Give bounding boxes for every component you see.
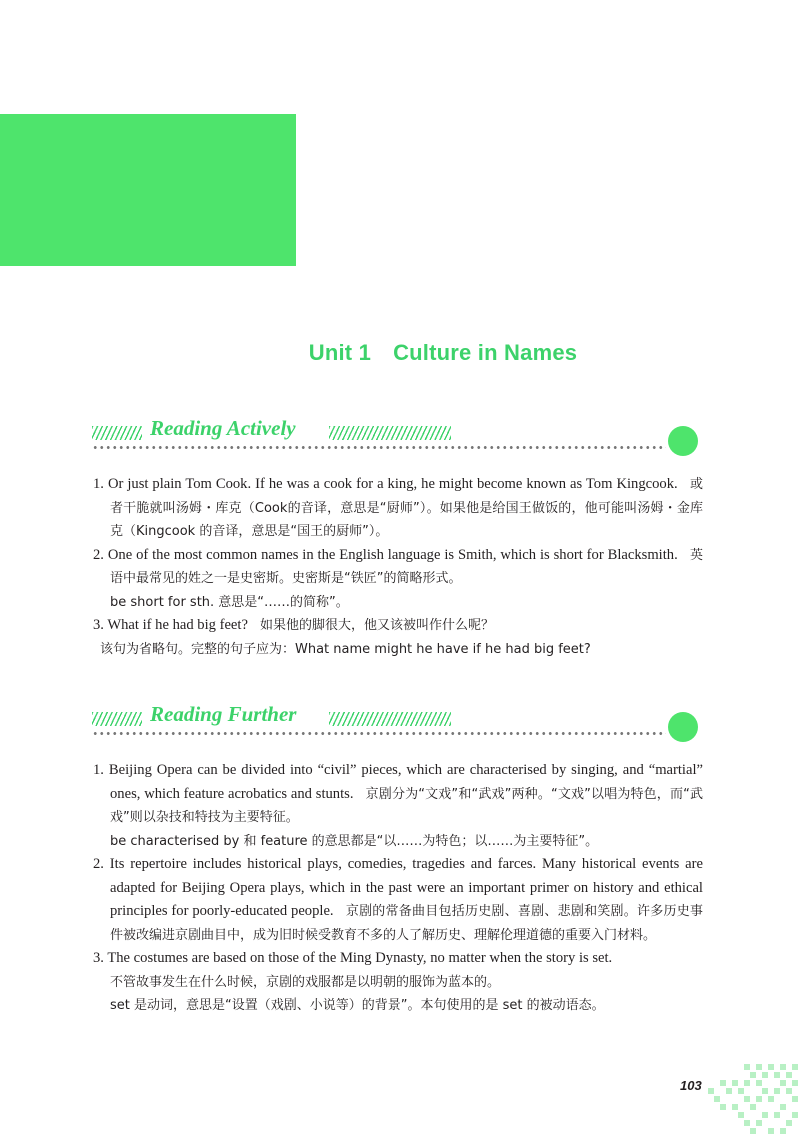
list-item: 2. Its repertoire includes historical plays, comedies, tragedies and farces. Many historical events are adapted for Beijing Opera plays, which in the past were an important primer on history and ethical principles for poorly-educated people. 京剧的常备曲目包括历史剧、喜剧、悲剧和笑剧。许多历史事件被改编进京剧曲目中，成为旧时候受教育不多的人了解历史、理解伦理道德的重要入门材料。 — [93, 856, 703, 943]
dotted-divider — [92, 731, 666, 736]
english-sentence: One of the most common names in the English language is Smith, which is short for Blacksmith. — [107, 546, 678, 563]
usage-note: 该句为省略句。完整的句子应为：What name might he have if he had big feet? — [100, 641, 591, 657]
unit-title — [43, 340, 800, 366]
decorative-green-block — [0, 114, 296, 266]
english-sentence: Its repertoire includes historical plays, comedies, tragedies and farces. Many historical events are adapted for Beijing Opera plays, which in the past were an important primer on history and ethical principles for poorly-educated people. — [109, 856, 703, 919]
green-circle-icon — [668, 426, 698, 456]
english-sentence: Beijing Opera can be divided into “civil” pieces, which are characterised by singing, and “martial” ones, which feature acrobatics and stunts. — [108, 762, 703, 802]
section-header-reading-further — [92, 700, 708, 740]
hatch-decoration — [329, 426, 451, 440]
hatch-decoration — [92, 712, 142, 726]
chinese-translation: 英语中最常见的姓之一是史密斯。史密斯是“铁匠”的简略形式。 — [110, 547, 703, 586]
chinese-translation: 京剧分为“文戏”和“武戏”两种。“文戏”以唱为特色，而“武戏”则以杂技和特技为主要特征。 — [110, 786, 703, 825]
list-item: 1. Beijing Opera can be divided into “civil” pieces, which are characterised by singing, and “martial” ones, which feature acrobatics and stunts. 京剧分为“文戏”和“武戏”两种。“文戏”以唱为特色，而“武戏”则以杂技和特技为主要特征。 — [93, 762, 703, 825]
reading-actively-notes — [93, 473, 703, 661]
unit-number: Unit 1 — [308, 340, 372, 365]
section-header-reading-actively — [92, 414, 708, 454]
usage-note: set 是动词，意思是“设置（戏剧、小说等）的背景”。本句使用的是 set 的被动语态。 — [110, 998, 605, 1013]
chinese-translation: 或者干脆就叫汤姆・库克（Cook的音译，意思是“厨师”）。如果他是给国王做饭的，他可能叫汤姆・金库克（Kingcook 的音译，意思是“国王的厨师”）。 — [110, 477, 703, 539]
reading-further-notes — [93, 759, 703, 1018]
english-sentence: The costumes are based on those of the Ming Dynasty, no matter when the story is set. — [107, 950, 613, 966]
dotted-divider — [92, 445, 666, 450]
list-item: 3. What if he had big feet? 如果他的脚很大，他又该被叫作什么呢？ — [93, 617, 494, 633]
hatch-decoration — [92, 426, 142, 440]
page-number: 103 — [680, 1078, 702, 1093]
green-circle-icon — [668, 712, 698, 742]
english-sentence: Or just plain Tom Cook. If he was a cook for a king, he might become known as Tom Kingcook. — [107, 476, 678, 492]
chinese-translation: 如果他的脚很大，他又该被叫作什么呢？ — [259, 618, 494, 633]
list-item: 2. One of the most common names in the English language is Smith, which is short for Blacksmith. 英语中最常见的姓之一是史密斯。史密斯是“铁匠”的简略形式。 — [93, 546, 703, 586]
unit-name: Culture in Names — [393, 340, 578, 365]
chinese-translation: 京剧的常备曲目包括历史剧、喜剧、悲剧和笑剧。许多历史事件被改编进京剧曲目中，成为旧时候受教育不多的人了解历史、理解伦理道德的重要入门材料。 — [110, 904, 703, 943]
usage-note: be characterised by 和 feature 的意思都是“以……为特色；以……为主要特征”。 — [110, 833, 599, 849]
english-sentence: What if he had big feet? — [107, 617, 248, 633]
hatch-decoration — [329, 712, 451, 726]
list-item: 1. Or just plain Tom Cook. If he was a cook for a king, he might become known as Tom Kingcook. 或者干脆就叫汤姆・库克（Cook的音译，意思是“厨师”）。如果他是给国王做饭的，他可能叫汤姆・金库克（Kingcook 的音译，意思是“国王的厨师”）。 — [93, 476, 703, 539]
chinese-translation: 不管故事发生在什么时候，京剧的戏服都是以明朝的服饰为蓝本的。 — [110, 974, 501, 990]
section-heading: Reading Further — [150, 702, 297, 726]
pixel-pattern-decoration — [700, 1062, 800, 1138]
usage-note: be short for sth. 意思是“……的简称”。 — [110, 594, 349, 610]
list-item: 3. The costumes are based on those of the Ming Dynasty, no matter when the story is set. 不管故事发生在什么时候，京剧的戏服都是以明朝的服饰为蓝本的。 — [93, 950, 613, 990]
section-heading: Reading Actively — [150, 416, 296, 440]
